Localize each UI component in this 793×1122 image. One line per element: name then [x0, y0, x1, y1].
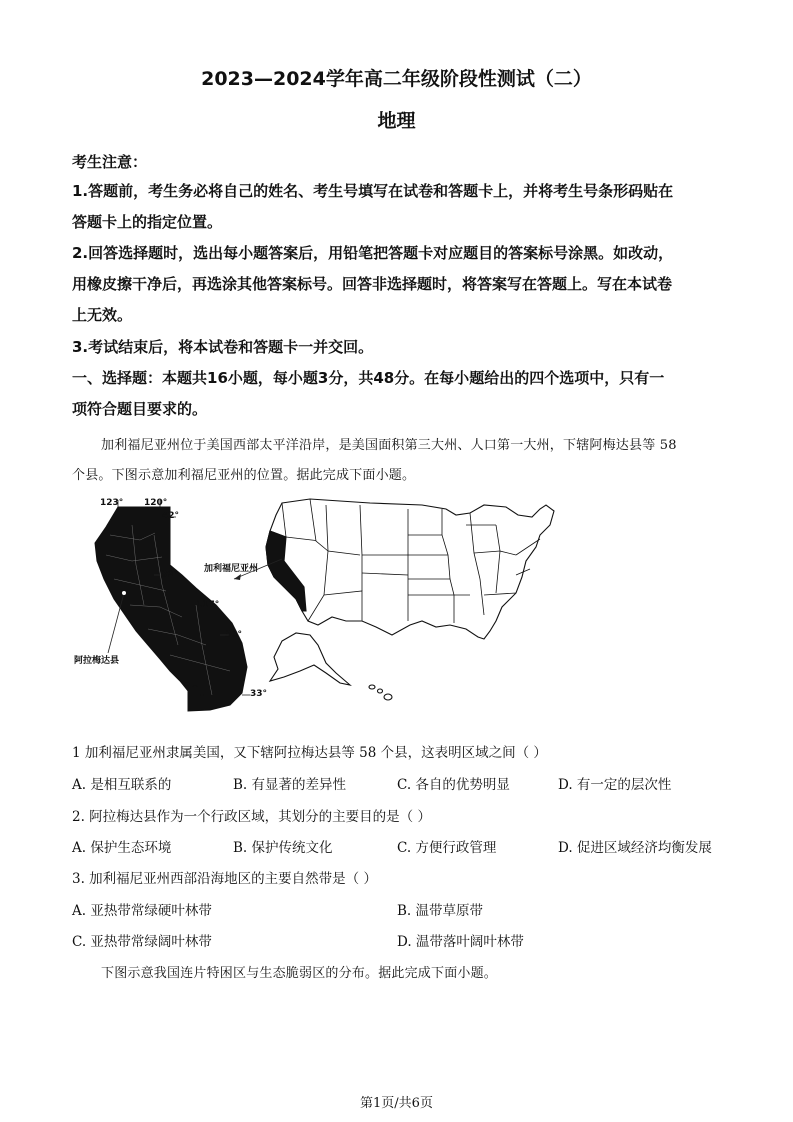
question-3-option-b: B. 温带草原带 [397, 903, 484, 919]
question-3-option-a: A. 亚热带常绿硬叶林带 [72, 903, 212, 919]
alameda-marker [122, 591, 126, 595]
question-2-option-a: A. 保护生态环境 [72, 840, 172, 856]
notice-item-1-line-1: 1.答题前，考生务必将自己的姓名、考生号填写在试卷和答题卡上，并将考生号条形码贴在 [72, 182, 674, 200]
notice-item-2-line-1: 2.回答选择题时，选出每小题答案后，用铅笔把答题卡对应题目的答案标号涂黑。如改动， [72, 244, 674, 262]
question-1-option-c: C. 各自的优势明显 [397, 777, 510, 793]
exam-title: 2023—2024学年高二年级阶段性测试（二） [201, 68, 592, 90]
label-lon-123: 123° [100, 498, 124, 508]
label-lon-120: 120° [144, 498, 168, 508]
notice-heading: 考生注意： [72, 153, 148, 171]
page-footer: 第1页/共6页 [360, 1096, 433, 1111]
label-california: 加利福尼亚州 [204, 564, 259, 574]
question-1-option-b: B. 有显著的差异性 [233, 777, 347, 793]
question-3-option-c: C. 亚热带常绿阔叶林带 [72, 934, 212, 950]
label-alameda-county: 阿拉梅达县 [74, 656, 120, 666]
label-lat-42: 42° [162, 511, 180, 521]
california-shape [95, 507, 247, 711]
intro-1-line-2: 个县。下图示意加利福尼亚州的位置。据此完成下面小题。 [72, 468, 416, 483]
intro-2: 下图示意我国连片特困区与生态脆弱区的分布。据此完成下面小题。 [101, 966, 498, 981]
california-location-map [70, 495, 560, 720]
california-inset [95, 500, 250, 711]
label-lat-33: 33° [250, 689, 268, 699]
subject-title: 地理 [377, 110, 416, 132]
question-3-option-d: D. 温带落叶阔叶林带 [397, 934, 524, 950]
intro-1-line-1: 加利福尼亚州位于美国西部太平洋沿岸，是美国面积第三大州、人口第一大州，下辖阿梅达县等 58 [101, 438, 677, 453]
label-lat-36: 36° [225, 630, 243, 640]
question-2-option-d: D. 促进区域经济均衡发展 [558, 840, 712, 856]
section-1-heading-line-2: 项符合题目要求的。 [72, 400, 208, 418]
question-1-option-a: A. 是相互联系的 [72, 777, 172, 793]
notice-item-2-line-2: 用橡皮擦干净后，再选涂其他答案标号。回答非选择题时，将答案写在答题上。写在本试卷 [72, 275, 673, 293]
notice-item-3: 3.考试结束后，将本试卷和答题卡一并交回。 [72, 338, 374, 356]
label-lon-117: 117° [196, 600, 220, 610]
question-1-option-d: D. 有一定的层次性 [558, 777, 672, 793]
question-2-option-b: B. 保护传统文化 [233, 840, 333, 856]
map-graphic [70, 495, 560, 720]
notice-item-2-line-3: 上无效。 [72, 306, 133, 324]
question-2-stem: 2. 阿拉梅达县作为一个行政区域，其划分的主要目的是（ ） [72, 809, 431, 825]
arrowhead-icon [234, 574, 241, 580]
alaska-outline [270, 633, 350, 685]
notice-item-1-line-2: 答题卡上的指定位置。 [72, 213, 223, 231]
section-1-heading-line-1: 一、选择题：本题共16小题，每小题3分，共48分。在每小题给出的四个选项中，只有一 [72, 369, 665, 387]
hawaii-outline [369, 685, 392, 700]
question-1-stem: 1 加利福尼亚州隶属美国，又下辖阿拉梅达县等 58 个县，这表明区域之间（ ） [72, 745, 547, 761]
label-lat-39: 39° [161, 570, 179, 580]
usa-map [266, 499, 554, 700]
question-3-stem: 3. 加利福尼亚州西部沿海地区的主要自然带是（ ） [72, 871, 377, 887]
question-2-option-c: C. 方便行政管理 [397, 840, 497, 856]
